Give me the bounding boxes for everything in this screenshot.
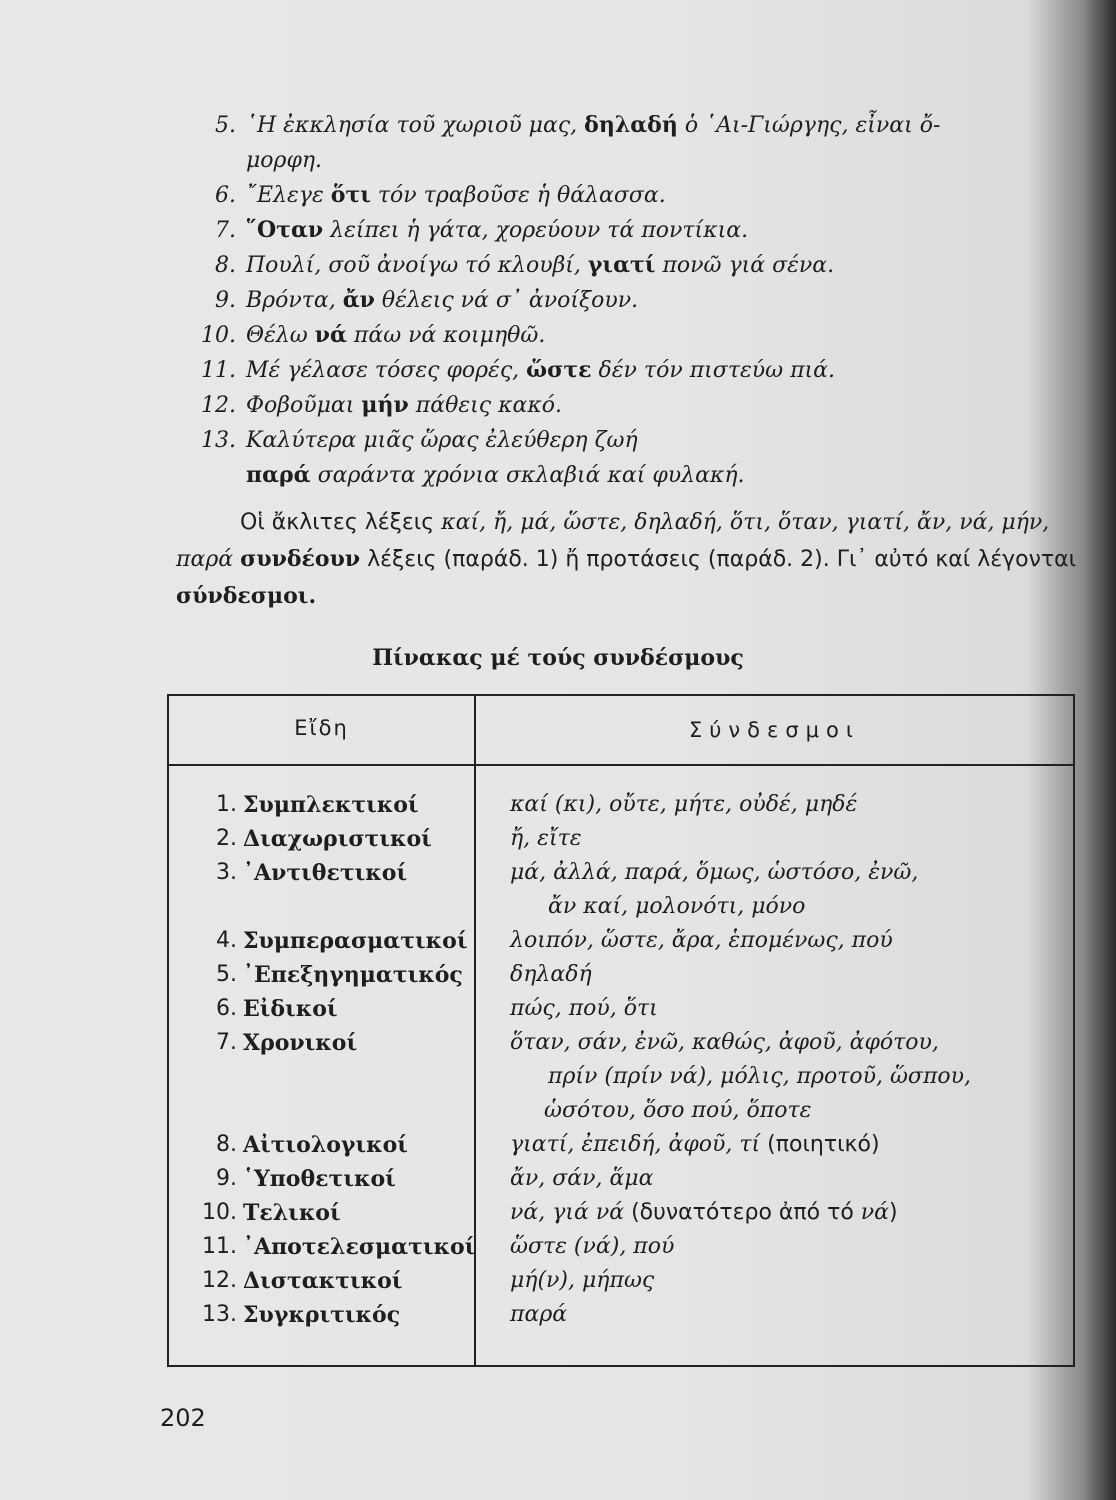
table-header	[169, 696, 1073, 766]
table-row: 3. ᾿Αντιθετικοί μά, ἀλλά, παρά, ὅμως, ὡστόσο, ἐνῶ,	[216, 860, 919, 886]
example-7: 7. ῞Οταν λείπει ἡ γάτα, χορεύουν τά ποντίκια.	[215, 217, 749, 243]
conjunctions-table	[167, 694, 1075, 1367]
example-sentences	[190, 108, 1090, 493]
table-row-continuation: πρίν (πρίν νά), μόλις, προτοῦ, ὥσπου,	[548, 1064, 972, 1089]
example-5-cont: μορφη.	[246, 148, 323, 173]
table-row: 2. Διαχωριστικοί ἤ, εἴτε	[216, 826, 582, 852]
table-title: Πίνακας μέ τούς συνδέσμους	[372, 645, 744, 671]
example-6: 6. ῎Ελεγε ὅτι τόν τραβοῦσε ἡ θάλασσα.	[215, 182, 666, 208]
table-row: 9. ῾Υποθετικοί ἄν, σάν, ἅμα	[216, 1166, 654, 1192]
table-row: 8. Αἰτιολογικοί γιατί, ἐπειδή, ἀφοῦ, τί (ποιητικό)	[216, 1132, 880, 1158]
example-13: 13. Καλύτερα μιᾶς ὥρας ἐλεύθερη ζωή	[201, 428, 638, 453]
table-row-continuation: ἄν καί, μολονότι, μόνο	[548, 894, 806, 919]
example-10: 10. Θέλω νά πάω νά κοιμηθῶ.	[201, 322, 546, 348]
example-5: 5. ῾Η ἐκκλησία τοῦ χωριοῦ μας, δηλαδή ὁ ῾Αι-Γιώργης, εἶναι ὄ-	[215, 112, 941, 138]
column-header-conjunctions: Σύνδεσμοι	[689, 718, 860, 742]
table-row-continuation: ὡσότου, ὅσο πού, ὅποτε	[544, 1098, 812, 1123]
example-9: 9. Βρόντα, ἄν θέλεις νά σ᾿ ἀνοίξουν.	[215, 287, 639, 313]
table-row: 11. ᾿Αποτελεσματικοί ὥστε (νά), πού	[202, 1234, 675, 1260]
table-row: 1. Συμπλεκτικοί καί (κι), οὔτε, μήτε, οὐδέ, μηδέ	[216, 792, 858, 818]
table-row: 10. Τελικοί νά, γιά νά (δυνατότερο ἀπό τό νά)	[202, 1200, 898, 1226]
page-number: 202	[160, 1404, 206, 1432]
table-row: 5. ᾿Επεξηγηματικός δηλαδή	[216, 962, 592, 988]
table-body	[169, 788, 1073, 1332]
table-row: 7. Χρονικοί ὅταν, σάν, ἐνῶ, καθώς, ἀφοῦ, ἀφότου,	[216, 1030, 939, 1056]
example-11: 11. Μέ γέλασε τόσες φορές, ὥστε δέν τόν πιστεύω πιά.	[201, 357, 836, 383]
example-13-cont: παρά σαράντα χρόνια σκλαβιά καί φυλακή.	[246, 462, 745, 488]
table-row: 13. Συγκριτικός παρά	[202, 1302, 568, 1328]
example-12: 12. Φοβοῦμαι μήν πάθεις κακό.	[201, 392, 563, 418]
explanation-paragraph: Οἱ ἄκλιτες λέξεις καί, ἤ, μά, ὥστε, δηλαδή, ὅτι, ὅταν, γιατί, ἄν, νά, μήν, παρά συνδέουν λέξεις (παράδ. 1) ἤ προτάσεις (παράδ. 2). Γι᾿ αὐτό καί λέγονται σύνδεσμοι.	[176, 510, 1077, 609]
table-row: 6. Εἰδικοί πώς, πού, ὅτι	[216, 996, 658, 1022]
table-row: 12. Διστακτικοί μή(ν), μήπως	[202, 1268, 655, 1294]
column-header-kinds: Εἴδη	[294, 716, 349, 740]
example-8: 8. Πουλί, σοῦ ἀνοίγω τό κλουβί, γιατί πονῶ γιά σένα.	[215, 252, 835, 278]
table-row: 4. Συμπερασματικοί λοιπόν, ὥστε, ἄρα, ἑπομένως, πού	[216, 928, 893, 954]
